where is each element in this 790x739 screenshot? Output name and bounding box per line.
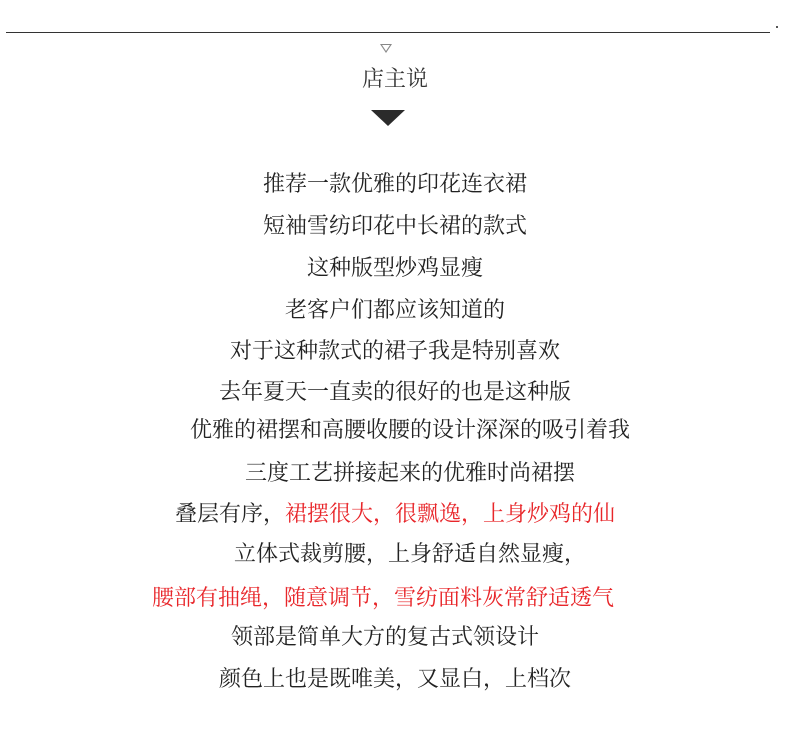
top-divider <box>6 32 770 33</box>
triangle-down-outline-icon <box>380 44 392 53</box>
description-line <box>0 617 770 659</box>
description-line <box>0 164 790 206</box>
line-text: 颜色上也是既唯美，又显白，上档次 <box>218 667 571 692</box>
line-text-highlight: 腰部有抽绳，随意调节，雪纺面料灰常舒适透气 <box>151 586 614 611</box>
description-line <box>0 248 790 290</box>
line-text-highlight: 裙摆很大，很飘逸，上身炒鸡的仙 <box>285 502 616 527</box>
description-line <box>0 290 790 332</box>
description-line <box>0 331 790 373</box>
description-line <box>0 372 790 414</box>
description-line <box>0 206 790 248</box>
line-text: 推荐一款优雅的印花连衣裙 <box>262 172 527 197</box>
line-text: 对于这种款式的裙子我是特别喜欢 <box>229 339 560 364</box>
line-text: 叠层有序， <box>174 502 285 527</box>
description-line <box>0 534 790 576</box>
triangle-down-filled-icon <box>371 110 405 126</box>
line-text: 这种版型炒鸡显瘦 <box>306 256 483 281</box>
section-heading: 店主说 <box>361 67 428 92</box>
line-text: 三度工艺拼接起来的优雅时尚裙摆 <box>244 461 575 486</box>
description-line <box>0 453 790 495</box>
description-line <box>0 659 790 701</box>
description-line <box>0 578 766 620</box>
description-line <box>0 410 790 452</box>
line-text: 优雅的裙摆和高腰收腰的设计深深的吸引着我 <box>189 418 630 443</box>
line-text: 立体式裁剪腰，上身舒适自然显瘦， <box>233 542 586 567</box>
corner-mark <box>776 26 778 28</box>
description-line <box>0 494 790 536</box>
line-text: 去年夏天一直卖的很好的也是这种版 <box>218 380 571 405</box>
line-text: 老客户们都应该知道的 <box>284 298 505 323</box>
line-text: 领部是简单大方的复古式领设计 <box>230 625 539 650</box>
line-text: 短袖雪纺印花中长裙的款式 <box>262 214 527 239</box>
